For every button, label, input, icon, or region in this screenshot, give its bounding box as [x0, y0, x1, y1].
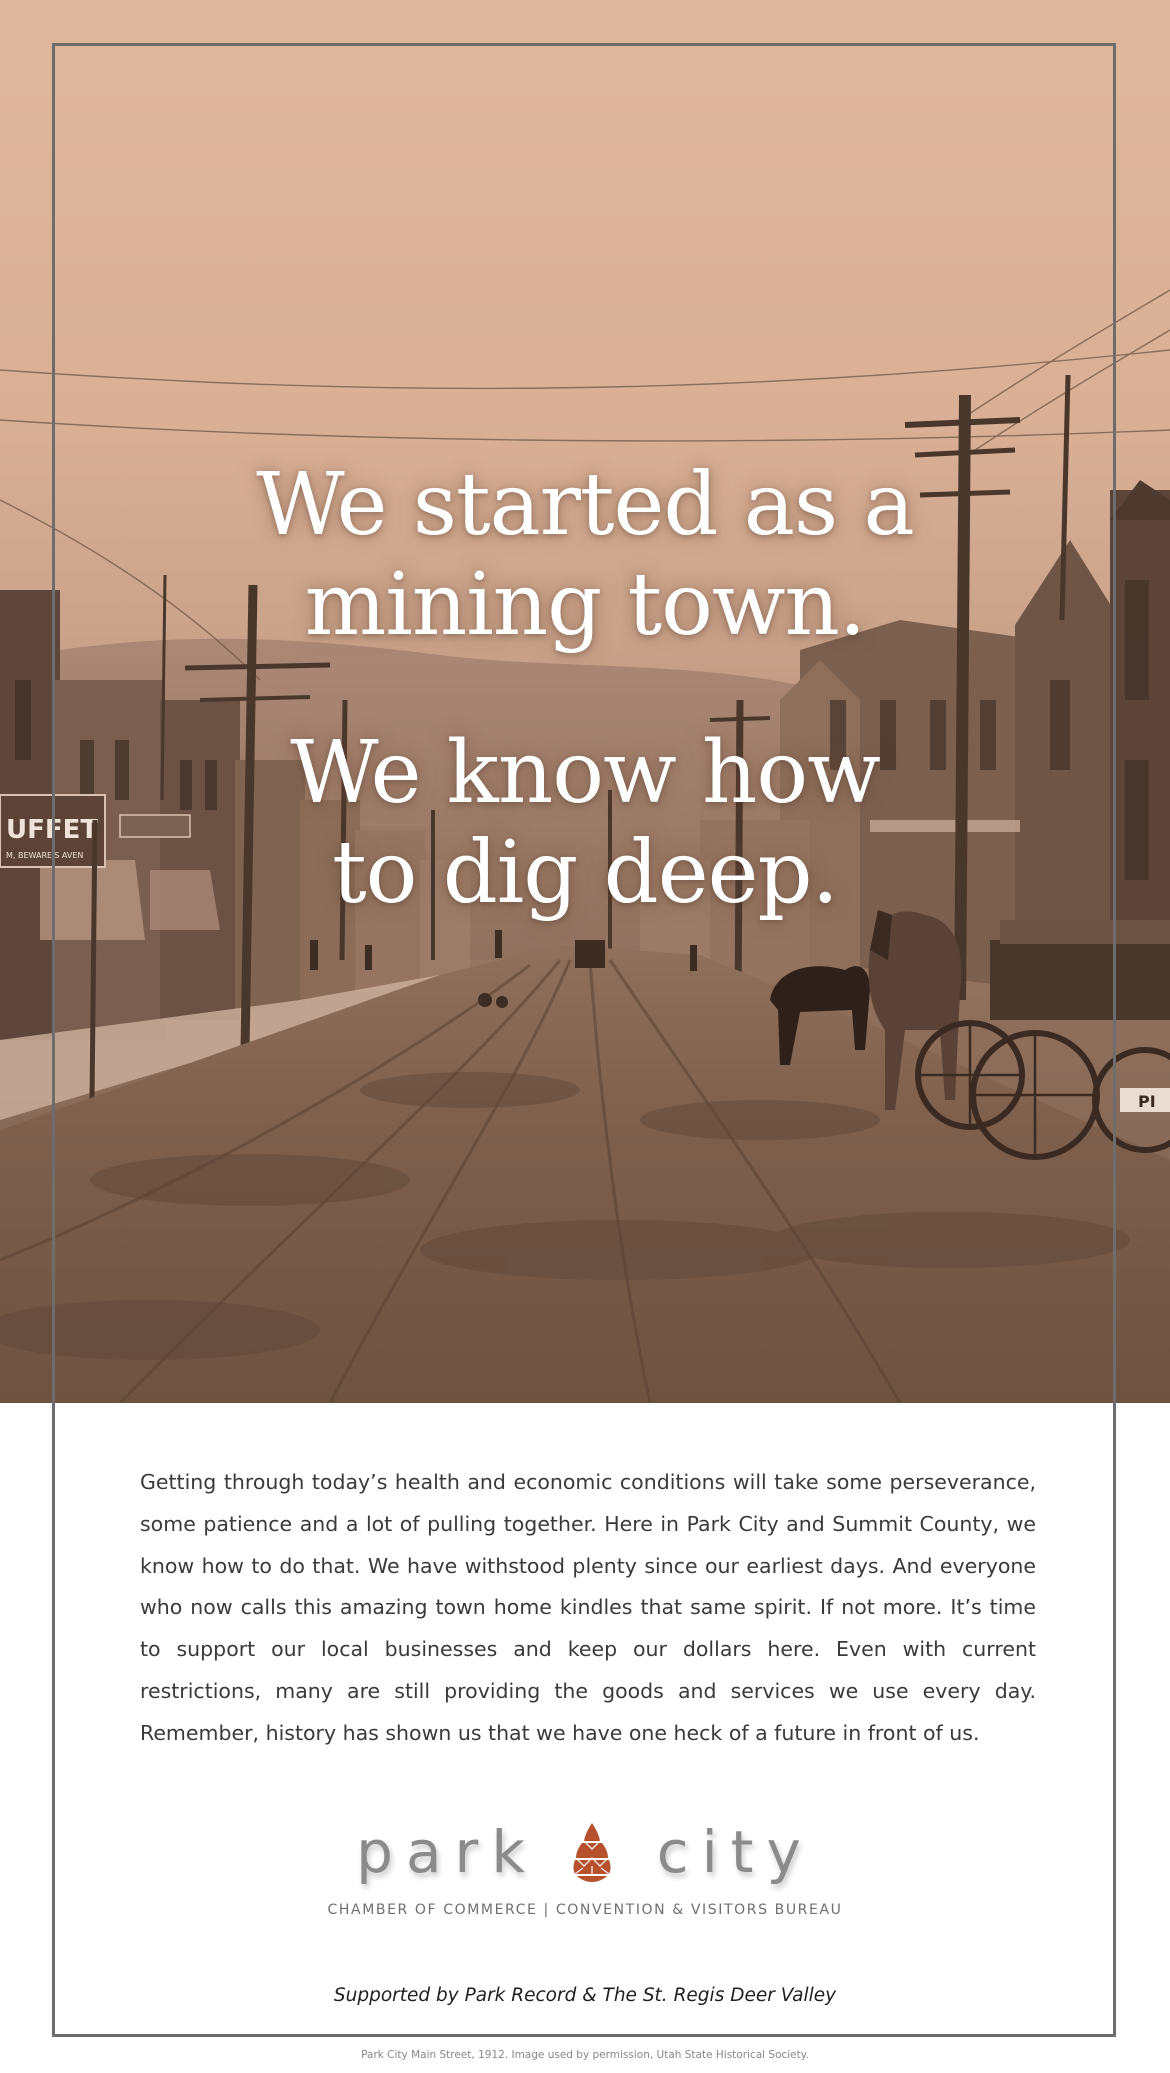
- buffet-sign-subtext: M, BEWARE'S AVEN: [6, 851, 84, 860]
- headline-line-2: mining town.: [304, 555, 866, 655]
- buffet-sign-text: UFFET: [6, 815, 99, 845]
- cart-sign-text: PI: [1138, 1092, 1156, 1111]
- logo-word-city: city: [656, 1817, 814, 1886]
- logo-word-park: park: [356, 1817, 538, 1886]
- supported-by-line: Supported by Park Record & The St. Regis Deer Valley: [333, 1985, 837, 2006]
- headline-line-3: We know how: [290, 723, 880, 823]
- body-copy: Getting through today’s health and economic conditions will take some perseverance, some patience and a lot of pulling together. Here in Park City and Summit County, we know how to do that. We have withstood plenty since our earliest days. And everyone who now calls this amazing town home kindles that same spirit. If not more. It’s time to support our local businesses and keep our dollars here. Even with current restrictions, many are still providing the goods and services we use every day. Remember, history has shown us that we have one heck of a future in front of us.: [140, 1470, 1036, 1745]
- logo-subtitle: CHAMBER OF COMMERCE | CONVENTION & VISITORS BUREAU: [327, 1902, 843, 1918]
- headline-first: [120, 455, 1050, 655]
- headline-line-4: to dig deep.: [332, 823, 838, 923]
- park-city-logo: [0, 1808, 1170, 1888]
- headline-line-1: We started as a: [256, 455, 914, 555]
- headline-second: [120, 723, 1050, 923]
- photo-caption: Park City Main Street, 1912. Image used by permission, Utah State Historical Society.: [361, 2049, 809, 2061]
- pinecone-icon: [569, 1821, 615, 1883]
